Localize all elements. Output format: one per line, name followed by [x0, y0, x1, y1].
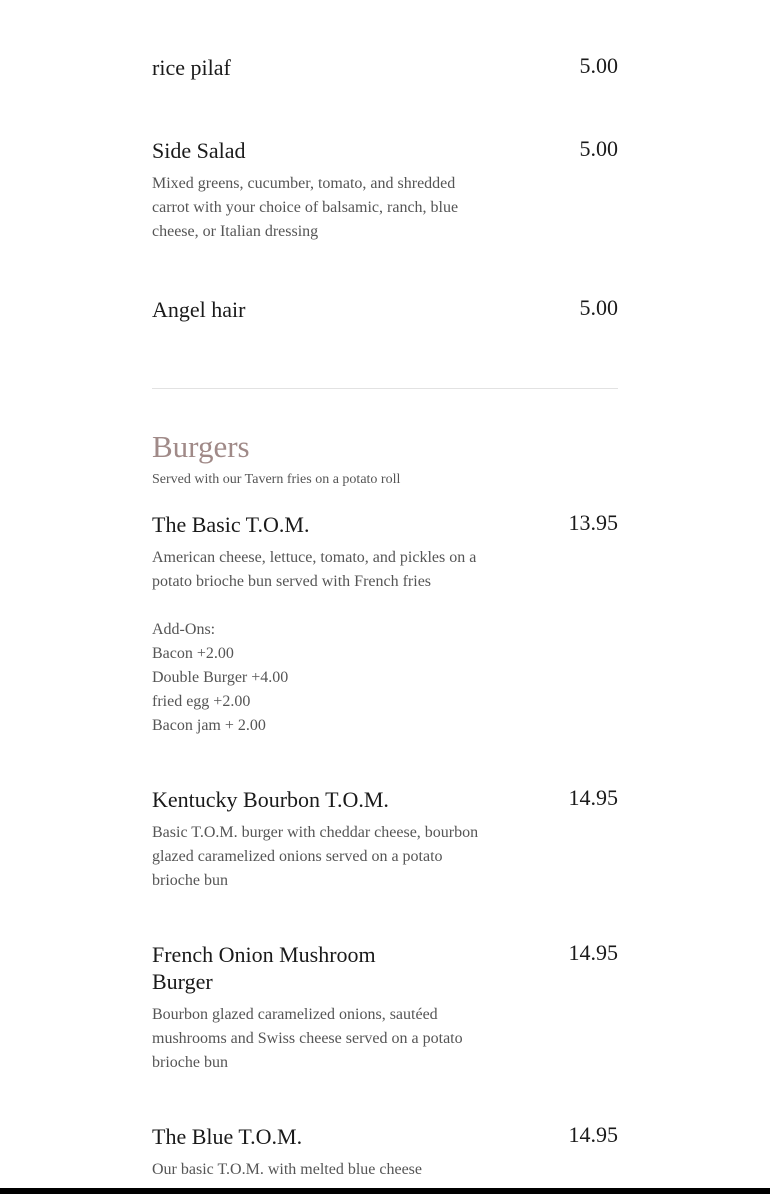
item-name: French Onion Mushroom Burger	[152, 942, 376, 994]
item-name: Side Salad	[152, 138, 246, 163]
section-subtitle: Served with our Tavern fries on a potato roll	[152, 472, 401, 487]
item-name: rice pilaf	[152, 55, 231, 80]
item-description: Our basic T.O.M. with melted blue cheese	[152, 1161, 422, 1178]
menu-content	[152, 0, 618, 1182]
bottom-edge-bar	[0, 1188, 770, 1194]
section-header-burgers	[152, 429, 618, 489]
item-price: 13.95	[568, 510, 618, 535]
item-name: The Basic T.O.M.	[152, 512, 310, 537]
menu-item-blue-tom	[152, 1123, 618, 1182]
addon-line: Bacon jam + 2.00	[152, 717, 266, 734]
item-description: American cheese, lettuce, tomato, and pickles on a potato brioche bun served with French fries	[152, 549, 477, 590]
item-price: 14.95	[568, 785, 618, 810]
addon-line: fried egg +2.00	[152, 693, 251, 710]
menu-item-side-salad	[152, 137, 618, 244]
menu-item-rice-pilaf	[152, 54, 618, 81]
item-price: 5.00	[579, 136, 618, 161]
item-name: Kentucky Bourbon T.O.M.	[152, 787, 389, 812]
addons-heading: Add-Ons:	[152, 621, 216, 638]
section-title: Burgers	[152, 429, 250, 464]
item-description: Basic T.O.M. burger with cheddar cheese, bourbon glazed caramelized onions served on a potato brioche bun	[152, 824, 479, 889]
menu-item-angel-hair	[152, 296, 618, 323]
item-price: 14.95	[568, 1122, 618, 1147]
item-price: 14.95	[568, 940, 618, 965]
addon-line: Bacon +2.00	[152, 645, 234, 662]
item-price: 5.00	[579, 53, 618, 78]
item-description: Bourbon glazed caramelized onions, sautéed mushrooms and Swiss cheese served on a potato brioche bun	[152, 1006, 463, 1071]
item-name: Angel hair	[152, 297, 246, 322]
menu-item-kentucky-bourbon-tom	[152, 786, 618, 893]
item-description: Mixed greens, cucumber, tomato, and shredded carrot with your choice of balsamic, ranch, blue cheese, or Italian dressing	[152, 175, 459, 240]
item-addons	[152, 618, 618, 738]
menu-item-basic-tom	[152, 511, 618, 738]
item-price: 5.00	[579, 295, 618, 320]
section-divider	[152, 388, 618, 389]
item-name: The Blue T.O.M.	[152, 1124, 303, 1149]
addon-line: Double Burger +4.00	[152, 669, 289, 686]
menu-item-french-onion-mushroom-burger	[152, 941, 618, 1075]
